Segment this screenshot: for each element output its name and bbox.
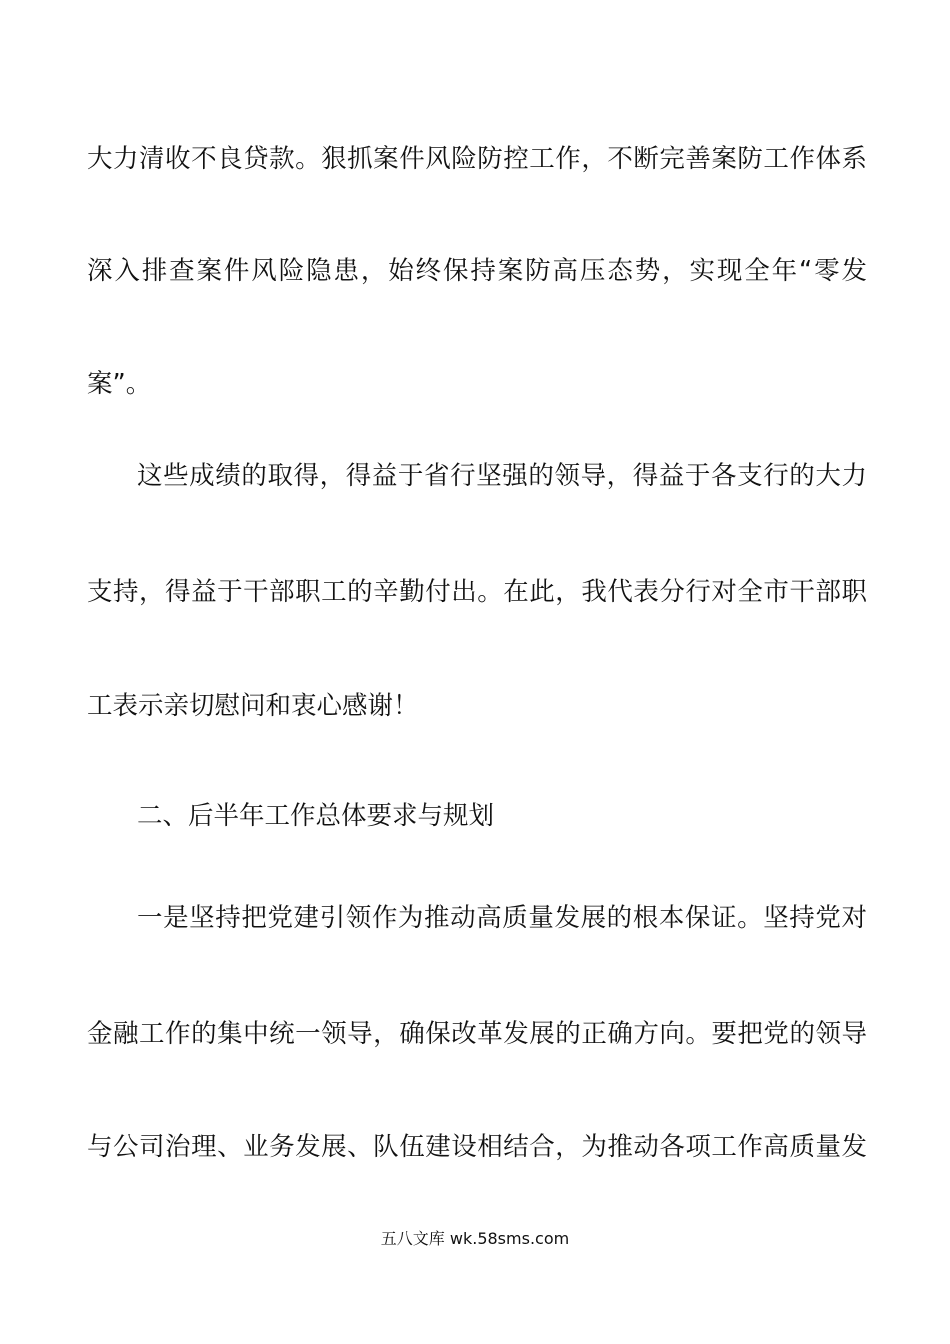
paragraph-line: 与公司治理、业务发展、队伍建设相结合，为推动各项工作高质量发 bbox=[87, 1132, 867, 1162]
section-heading: 二、后半年工作总体要求与规划 bbox=[137, 801, 495, 831]
paragraph-line: 案”。 bbox=[87, 369, 152, 399]
paragraph-line: 深入排查案件风险隐患，始终保持案防高压态势，实现全年“零发 bbox=[87, 256, 867, 286]
paragraph-line: 支持，得益于干部职工的辛勤付出。在此，我代表分行对全市干部职 bbox=[87, 577, 867, 607]
paragraph-line: 工表示亲切慰问和衷心感谢！ bbox=[87, 691, 419, 721]
paragraph-line: 金融工作的集中统一领导，确保改革发展的正确方向。要把党的领导 bbox=[87, 1019, 867, 1049]
paragraph-line: 一是坚持把党建引领作为推动高质量发展的根本保证。坚持党对 bbox=[137, 903, 867, 933]
footer-watermark: 五八文库 wk.58sms.com bbox=[380, 1229, 570, 1248]
paragraph-line: 这些成绩的取得，得益于省行坚强的领导，得益于各支行的大力 bbox=[137, 461, 867, 491]
paragraph-line: 大力清收不良贷款。狠抓案件风险防控工作，不断完善案防工作体系 bbox=[87, 144, 867, 174]
